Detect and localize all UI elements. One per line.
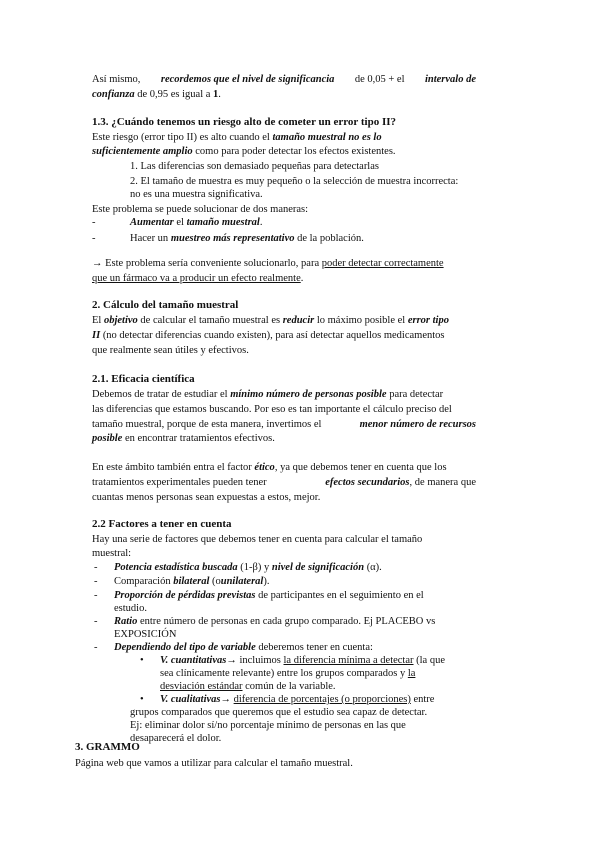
emph: unilateral [220,576,264,587]
intro-text: Así mismo, [92,74,141,85]
section-2-2-title: 2.2 Factores a tener en cuenta [92,518,232,530]
s21-line-2: las diferencias que estamos buscando. Por eso es tan importante el cálculo preciso del [92,404,452,415]
s2-line-3: que realmente sean útiles y efectivos. [92,345,249,356]
text: de calcular el tamaño muestral es [140,315,281,326]
intro-line-2 [92,87,221,102]
factor-2 [114,574,269,589]
text: tamaño muestral, porque de esta manera, invertimos el [92,419,322,430]
s22-line-2: muestral: [92,548,132,559]
emph: bilateral [173,576,210,587]
factor-1 [114,560,382,575]
variable-qual-line-3: Ej: eliminar dolor sí/no porcentaje mínimo de personas en las que [130,720,406,731]
text: para detectar [389,389,444,400]
text: deberemos tener en cuenta: [258,642,373,653]
s3-line-1: Página web que vamos a utilizar para calcular el tamaño muestral. [75,758,353,769]
variable-qual-line-2: grupos comparados que queremos que el estudio sea capaz de detectar. [130,707,428,718]
emph: mínimo número de personas posible [230,389,387,400]
factor-3 [114,588,424,603]
section-2-1-title: 2.1. Eficacia científica [92,373,195,385]
s21-ethics-line-1 [92,460,447,475]
text: , ya que debemos tener en cuenta que los [274,462,447,473]
section-1-3-title: 1.3. ¿Cuándo tenemos un riesgo alto de cometer un error tipo II? [92,116,397,128]
emph: Potencia estadística buscada [114,562,238,573]
dash-marker: - [94,590,98,601]
emph: Ratio [114,616,138,627]
underlined-text: diferencia de porcentajes (o proporciones) [233,694,411,705]
s13-item-2a: 2. El tamaño de muestra es muy pequeño o la selección de muestra incorrecta: [130,176,459,187]
bullet-icon: • [140,655,144,666]
emph: Dependiendo del tipo de variable [114,642,256,653]
text: el [176,217,184,228]
s21-ethics-line-2 [92,475,476,490]
s13-paragraph-line-2 [92,144,396,159]
text: ). [263,576,270,587]
section-2-title: 2. Cálculo del tamaño muestral [92,299,239,311]
s2-line-2 [92,328,445,343]
intro-significance: recordemos que el nivel de significancia [160,74,335,85]
text: Hacer un [130,233,169,244]
dash-marker: - [92,217,96,228]
s21-ethics-line-3: cuantas menos personas sean expuestas a estos, mejor. [92,492,321,503]
text: Debemos de tratar de estudiar el [92,389,228,400]
text: (α). [366,562,382,573]
emph: nivel de significación [271,562,365,573]
text: (1-β) y [240,562,270,573]
text: (o [212,576,221,587]
emph: suficientemente amplio [92,146,193,157]
intro-one: 1 [213,89,219,100]
text: El [92,315,102,326]
text: común de la variable. [245,681,336,692]
emph: Aumentar [130,217,174,228]
text: . [259,217,263,228]
emph: II [92,330,101,341]
emph: tamaño muestral no es lo [272,132,382,143]
s13-note-line-1 [92,256,444,271]
intro-line-1 [92,72,476,87]
emph: posible [92,433,123,444]
text: entre [413,694,435,705]
dash-marker: - [94,616,98,627]
text: (la que [416,655,446,666]
s13-solve-line: Este problema se puede solucionar de dos maneras: [92,204,309,215]
factor-3-cont: estudio. [114,603,147,614]
underlined-text: la [407,668,416,679]
emph: objetivo [103,315,138,326]
intro-confidence: confianza [92,89,135,100]
s21-line-4 [92,431,275,446]
text: tratamientos experimentales pueden tener [92,477,267,488]
s13-option-2 [130,231,364,246]
underlined-text: poder detectar correctamente [321,258,444,269]
text: → Este problema sería conveniente solucionarlo, para [92,258,320,269]
emph: tamaño muestral [186,217,260,228]
s21-line-1 [92,387,443,402]
text: entre número de personas en cada grupo comparado. Ej PLACEBO vs [139,616,436,627]
intro-text: de 0,05 + el [354,74,405,85]
underlined-text: que un fármaco va a producir un efecto realmente [92,273,301,284]
emph: ético [254,462,275,473]
text: sea clínicamente relevante) entre los grupos comparados y [160,668,406,679]
intro-text: . [218,89,221,100]
text: → incluimos [226,655,281,666]
text: Comparación [114,576,171,587]
s13-item-1: 1. Las diferencias son demasiado pequeñas para detectarlas [130,161,379,172]
emph: V. cualitativas [160,694,221,705]
text: como para poder detectar los efectos existentes. [195,146,396,157]
emph: reducir [282,315,315,326]
emph: efectos secundarios [325,477,410,488]
dash-marker: - [94,642,98,653]
section-3-title: 3. GRAMMO [75,741,140,753]
underlined-text: desviación estándar [160,681,243,692]
s2-line-1 [92,313,449,328]
text: en encontrar tratamientos efectivos. [124,433,275,444]
emph: menor número de recursos [359,419,476,430]
text: de participantes en el seguimiento en el [258,590,424,601]
s13-note-line-2 [92,271,303,286]
text: En este ámbito también entra el factor [92,462,252,473]
factor-4-cont: EXPOSICIÓN [114,629,177,640]
emph: Proporción de pérdidas previstas [114,590,256,601]
bullet-icon: • [140,694,144,705]
dash-marker: - [92,233,96,244]
emph: muestreo más representativo [170,233,295,244]
s13-item-2b: no es una muestra significativa. [130,189,263,200]
intro-interval: intervalo de [424,74,476,85]
text: . [300,273,304,284]
dash-marker: - [94,562,98,573]
s13-paragraph-line-1 [92,130,382,145]
dash-marker: - [94,576,98,587]
text: de la población. [297,233,364,244]
s13-option-1 [130,215,262,230]
s21-line-3 [92,417,476,432]
intro-text: de 0,95 es igual a [137,89,211,100]
text: → [220,694,231,705]
text: lo máximo posible el [316,315,406,326]
text: (no detectar diferencias cuando existen), para así detectar aquellos medicamentos [102,330,445,341]
underlined-text: la diferencia mínima a detectar [283,655,414,666]
emph: V. cuantitativas [160,655,227,666]
variable-qual-line-4: desaparecerá el dolor. [130,733,222,744]
s22-line-1: Hay una serie de factores que debemos tener en cuenta para calcular el tamaño [92,534,423,545]
text: , de manera que [409,477,476,488]
emph: error tipo [407,315,449,326]
text: Este riesgo (error tipo II) es alto cuando el [92,132,270,143]
